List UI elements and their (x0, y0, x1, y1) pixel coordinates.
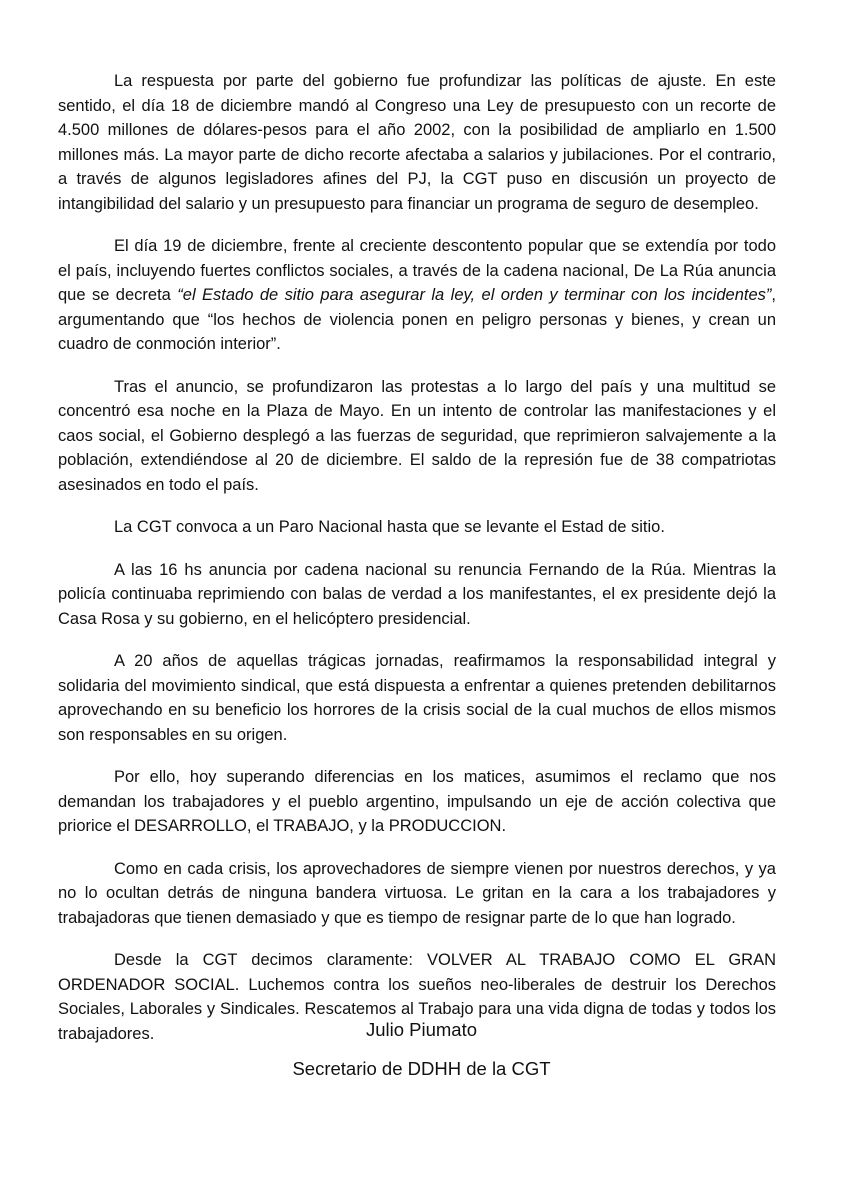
paragraph-twenty-years: A 20 años de aquellas trágicas jornadas, reafirmamos la responsabilidad integral y solidaria del movimiento sindical, que está dispuesta a enfrentar a quienes pretenden debilitarnos aprovechando en su beneficio los horrores de la crisis social de la cual muchos de ellos mismos son responsables en su origen. (58, 652, 776, 744)
signature-name: Julio Piumato (365, 1019, 478, 1040)
paragraph-general-strike: La CGT convoca a un Paro Nacional hasta que se levante el Estad de sitio. (114, 518, 665, 536)
paragraph-budget-cuts: La respuesta por parte del gobierno fue profundizar las políticas de ajuste. En este sentido, el día 18 de diciembre mandó al Congreso una Ley de presupuesto con un recorte de 4.500 millones de dólares-pesos para el año 2002, con la posibilidad de ampliarlo en 1.500 millones más. La mayor parte de dicho recorte afectaba a salarios y jubilaciones. Por el contrario, a través de algunos legisladores afines del PJ, la CGT puso en discusión un proyecto de intangibilidad del salario y un presupuesto para financiar un programa de seguro de desempleo. (58, 72, 776, 213)
paragraph-protests: Tras el anuncio, se profundizaron las protestas a lo largo del país y una multitud se concentró esa noche en la Plaza de Mayo. En un intento de controlar las manifestaciones y el caos social, el Gobierno desplegó a las fuerzas de seguridad, que reprimieron salvajemente a la población, extendiéndose al 20 de diciembre. El saldo de la represión fue de 38 compatriotas asesinados en todo el país. (58, 377, 776, 494)
signature-title: Secretario de DDHH de la CGT (292, 1058, 551, 1079)
paragraph-every-crisis: Como en cada crisis, los aprovechadores de siempre vienen por nuestros derechos, y ya no lo ocultan detrás de ninguna bandera virtuosa. Le gritan en la cara a los trabajadores y trabajadoras que tienen demasiado y que es tiempo de resignar parte de lo que han logrado. (58, 859, 776, 927)
paragraph-state-of-siege-intro: El día 19 de diciembre, frente al creciente descontento popular que se extendía por todo el país, incluyendo fuertes conflictos sociales, a través de la cadena nacional, De La Rúa anuncia que se decreta (58, 237, 776, 304)
paragraph-collective-action: Por ello, hoy superando diferencias en los matices, asumimos el reclamo que nos demandan los trabajadores y el pueblo argentino, impulsando un eje de acción colectiva que priorice el DESARROLLO, el TRABAJO, y la PRODUCCION. (58, 768, 776, 835)
paragraph-state-of-siege-outro: , argumentando que “los hechos de violencia ponen en peligro personas y bienes, y crean un cuadro de conmoción interior”. (58, 286, 776, 353)
document-body (58, 69, 776, 1064)
paragraph-state-of-siege (58, 234, 776, 357)
paragraph-cgt-statement: Desde la CGT decimos claramente: VOLVER AL TRABAJO COMO EL GRAN ORDENADOR SOCIAL. Luchemos contra los sueños neo-liberales de destruir los Derechos Sociales, Laborales y Sindicales. Rescatemos al Trabajo para una vida digna de todas y todos los trabajadores. (58, 951, 776, 1043)
paragraph-resignation: A las 16 hs anuncia por cadena nacional su renuncia Fernando de la Rúa. Mientras la policía continuaba reprimiendo con balas de verdad a los manifestantes, el ex presidente dejó la Casa Rosa y su gobierno, en el helicóptero presidencial. (58, 560, 776, 628)
state-of-siege-quote: “el Estado de sitio para asegurar la ley, el orden y terminar con los incidentes” (177, 286, 772, 304)
